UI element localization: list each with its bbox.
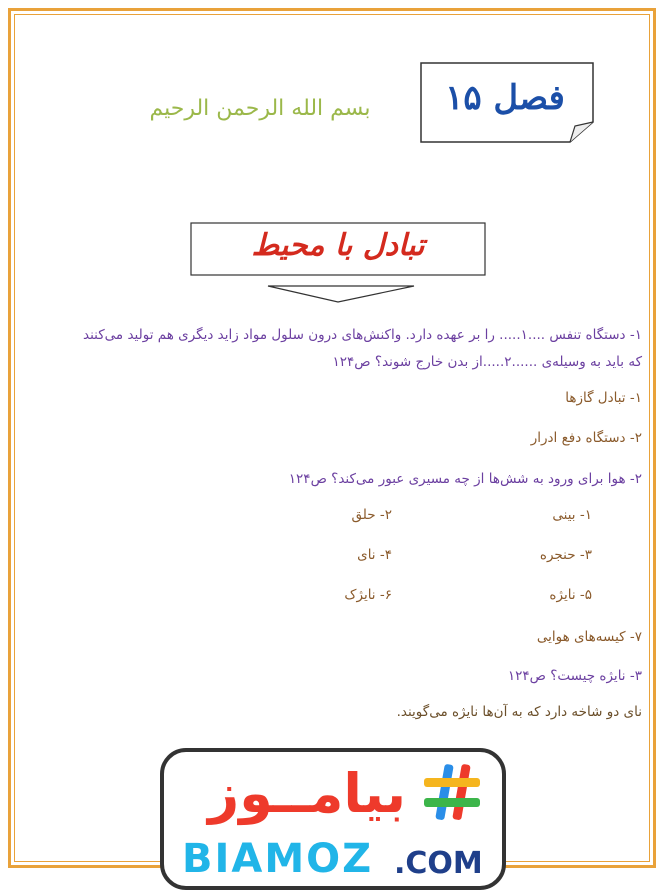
- logo-english-text: BIAMOZ: [182, 836, 374, 882]
- chapter-title: فصل ۱۵: [445, 78, 565, 118]
- answer-2-row: [30, 587, 642, 607]
- question-1-line-1: ۱- دستگاه تنفس ....۱..... را بر عهده دارد. واکنش‌های درون سلول مواد زاید دیگری هم تولید می‌کنند: [83, 327, 642, 343]
- bismillah-heading: بسم الله الرحمن الرحیم: [149, 96, 371, 121]
- answer-1-item-1: ۱- تبادل گازها: [565, 390, 642, 406]
- topic-title: تبادل با محیط: [251, 228, 425, 263]
- answer-2-item: ۲- حلق: [351, 507, 392, 523]
- biamoz-logo: [160, 748, 506, 890]
- answer-2-item: ۱- بینی: [552, 507, 592, 523]
- answer-2-row: [30, 507, 642, 527]
- answer-2-item-7: ۷- کیسه‌های هوایی: [536, 629, 642, 645]
- question-1-line-2: که باید به وسیله‌ی ......۲.....از بدن خارج شوند؟ ص۱۲۴: [332, 354, 642, 370]
- answer-2-row: [30, 547, 642, 567]
- answer-3: نای دو شاخه دارد که به آن‌ها نایژه می‌گویند.: [396, 704, 642, 720]
- answer-2-item: ۶- نایژک: [344, 587, 392, 603]
- topic-callout: [190, 222, 490, 304]
- answer-1-item-2: ۲- دستگاه دفع ادرار: [530, 430, 642, 446]
- answer-2-item: ۴- نای: [357, 547, 392, 563]
- hashtag-icon: [422, 762, 482, 822]
- logo-domain-text: .COM: [394, 846, 483, 881]
- worksheet-content: [30, 322, 642, 722]
- answer-2-item: ۵- نایژه: [549, 587, 592, 603]
- answer-2-item: ۳- حنجره: [539, 547, 592, 563]
- chapter-badge: [420, 62, 596, 144]
- question-2: ۲- هوا برای ورود به شش‌ها از چه مسیری عبور می‌کند؟ ص۱۲۴: [288, 471, 642, 487]
- logo-persian-text: بیامــوز: [208, 762, 406, 825]
- question-3: ۳- نایژه چیست؟ ص۱۲۴: [507, 668, 642, 684]
